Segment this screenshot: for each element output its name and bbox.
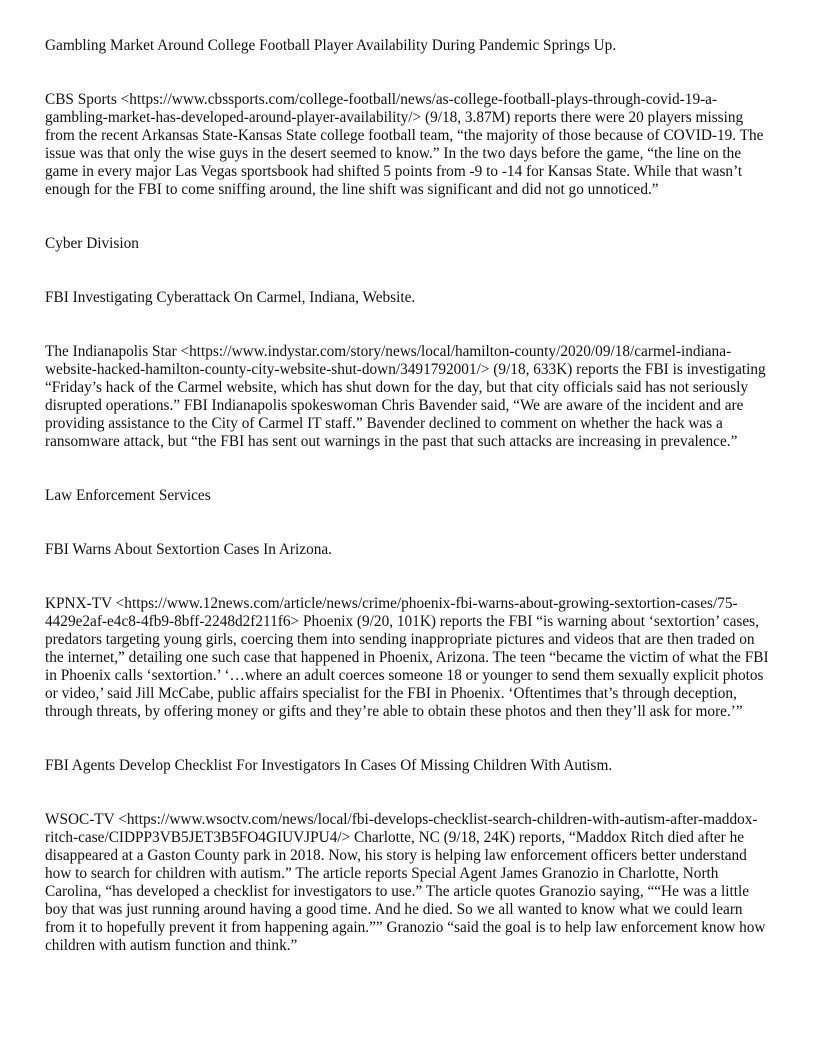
document-page [45, 37, 773, 955]
article-body-wsoc-tv: WSOC-TV <https://www.wsoctv.com/news/local/fbi-develops-checklist-search-children-with-autism-after-maddox-ritch-case/CIDPP3VB5JET3B5FO4GIUVJPU4/> Charlotte, NC (9/18, 24K) reports, “Maddox Ritch died after he disappeared at a Gaston County park in 2018. Now, his story is helping law enforcement officers better understand how to search for children with autism.” The article reports Special Agent James Granozio in Charlotte, North Carolina, “has developed a checklist for investigators to use.” The article quotes Granozio saying, ““He was a little boy that was just running around having a good time. And he died. So we all wanted to know what we could learn from it to hopefully prevent it from happening again.”” Granozio “said the goal is to help law enforcement know how children with autism function and think.” [45, 811, 766, 954]
article-body-indianapolis-star: The Indianapolis Star <https://www.indystar.com/story/news/local/hamilton-county/2020/09/18/carmel-indiana-website-hacked-hamilton-county-city-website-shut-down/3491792001/> (9/18, 633K) reports the FBI is investigating “Friday’s hack of the Carmel website, which has shut down for the day, but that city officials said has not seriously disrupted operations.” FBI Indianapolis spokeswoman Chris Bavender said, “We are aware of the incident and are providing assistance to the City of Carmel IT staff.” Bavender declined to comment on whether the hack was a ransomware attack, but “the FBI has sent out warnings in the past that such attacks are increasing in prevalence.” [45, 343, 766, 450]
section-heading-law-enforcement-services: Law Enforcement Services [45, 487, 211, 504]
headline-gambling-market: Gambling Market Around College Football Player Availability During Pandemic Springs Up. [45, 37, 617, 54]
headline-autism-checklist: FBI Agents Develop Checklist For Investigators In Cases Of Missing Children With Autism. [45, 757, 613, 774]
headline-sextortion-arizona: FBI Warns About Sextortion Cases In Arizona. [45, 541, 332, 558]
section-heading-cyber-division: Cyber Division [45, 235, 139, 252]
article-body-cbs-sports: CBS Sports <https://www.cbssports.com/college-football/news/as-college-football-plays-through-covid-19-a-gambling-market-has-developed-around-player-availability/> (9/18, 3.87M) reports there were 20 players missing from the recent Arkansas State-Kansas State college football team, “the majority of those because of COVID-19. The issue was that only the wise guys in the desert seemed to know.” In the two days before the game, “the line on the game in every major Las Vegas sportsbook had shifted 5 points from -9 to -14 for Kansas State. While that wasn’t enough for the FBI to come sniffing around, the line shift was significant and did not go unnoticed.” [45, 91, 764, 198]
headline-carmel-cyberattack: FBI Investigating Cyberattack On Carmel, Indiana, Website. [45, 289, 416, 306]
article-body-kpnx-tv: KPNX-TV <https://www.12news.com/article/news/crime/phoenix-fbi-warns-about-growing-sextortion-cases/75-4429e2af-e4c8-4fb9-8bff-2248d2f211f6> Phoenix (9/20, 101K) reports the FBI “is warning about ‘sextortion’ cases, predators targeting young girls, coercing them into sending inappropriate pictures and videos that are then traded on the internet,” detailing one such case that happened in Phoenix, Arizona. The teen “became the victim of what the FBI in Phoenix calls ‘sextortion.’ ‘…where an adult coerces someone 18 or younger to send them sexually explicit photos or video,’ said Jill McCabe, public affairs specialist for the FBI in Phoenix. ‘Oftentimes that’s through deception, through threats, by offering money or gifts and they’re able to obtain these photos and then they’ll ask for more.’” [45, 595, 769, 720]
